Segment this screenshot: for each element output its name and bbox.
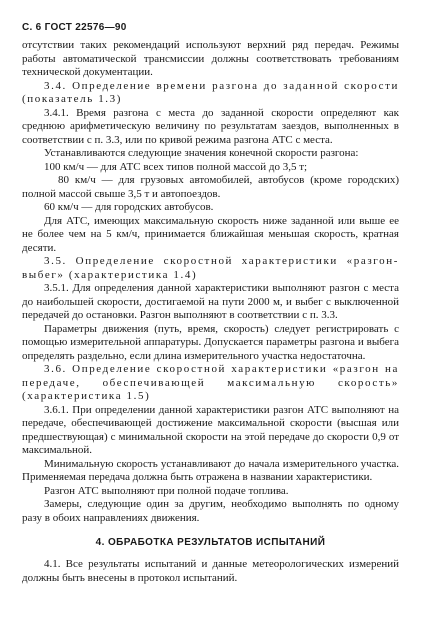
paragraph-3-6-1: 3.6.1. При определении данной характеристики разгон АТС выполняют на передаче, обеспечивающей достижение максимальной скорости (высшая или предшествующая) с минимальной скорости на этой передаче до скорости 0,9 от максимальной. <box>22 403 399 456</box>
section-title-4: 4. ОБРАБОТКА РЕЗУЛЬТАТОВ ИСПЫТАНИЙ <box>95 537 326 548</box>
paragraph-min-speed: Минимальную скорость устанавливают до начала измерительного участка. Применяемая передача должна быть отражена в названии характеристики. <box>22 457 399 483</box>
speed-value-60: 60 км/ч — для городских автобусов. <box>44 201 214 213</box>
heading-3-4: 3.4. Определение времени разгона до заданной скорости (показатель 1.3) <box>22 79 399 105</box>
paragraph-motion-params: Параметры движения (путь, время, скорость) следует регистрировать с помощью измерительной аппаратуры. Допускается параметры разгона и выбега определять раздельно, если длина измерительного участка недостаточна. <box>22 322 399 362</box>
paragraph-3-4-1: 3.4.1. Время разгона с места до заданной скорости определяют как среднюю арифметическую величину по результатам заездов, выполненных в соответствии с п. 3.3, или по кривой режима разгона АТС с места. <box>22 106 399 146</box>
paragraph-max-speed: Для АТС, имеющих максимальную скорость ниже заданной или выше ее не более чем на 5 км/ч, принимается ближайшая меньшая скорость, кратная десяти. <box>22 214 399 254</box>
paragraph-continuation: отсутствии таких рекомендаций используют верхний ряд передач. Режимы работы автоматической трансмиссии должны соответствовать требованиям технической документации. <box>22 39 399 78</box>
speed-value-100: 100 км/ч — для АТС всех типов полной массой до 3,5 т; <box>44 160 308 173</box>
heading-3-5: 3.5. Определение скоростной характеристики «разгон-выбег» (характеристика 1.4) <box>22 255 399 281</box>
paragraph-4-1: 4.1. Все результаты испытаний и данные метеорологических измерений должны быть внесены в протокол испытаний. <box>22 558 399 584</box>
paragraph-3-5-1: 3.5.1. Для определения данной характеристики выполняют разгон с места до наибольшей скорости, достигаемой на пути 2000 м, и выбег с выключенной передачей до остановки. Разгон выполняют в соответствии с п. 3.3. <box>22 282 399 321</box>
paragraph-measurements: Замеры, следующие один за другим, необходимо выполнять по одному разу в обоих направлениях движения. <box>22 498 399 524</box>
speed-value-80: 80 км/ч — для грузовых автомобилей, автобусов (кроме городских) полной массой свыше 3,5 т и автопоездов. <box>22 174 399 200</box>
heading-3-6: 3.6. Определение скоростной характеристики «разгон на передаче, обеспечивающей максимальную скорость» (характеристика 1.5) <box>22 363 399 402</box>
page-header: С. 6 ГОСТ 22576—90 <box>22 22 127 33</box>
paragraph-full-fuel: Разгон АТС выполняют при полной подаче топлива. <box>44 484 289 497</box>
paragraph-speed-values-intro: Устанавливаются следующие значения конечной скорости разгона: <box>44 147 359 159</box>
